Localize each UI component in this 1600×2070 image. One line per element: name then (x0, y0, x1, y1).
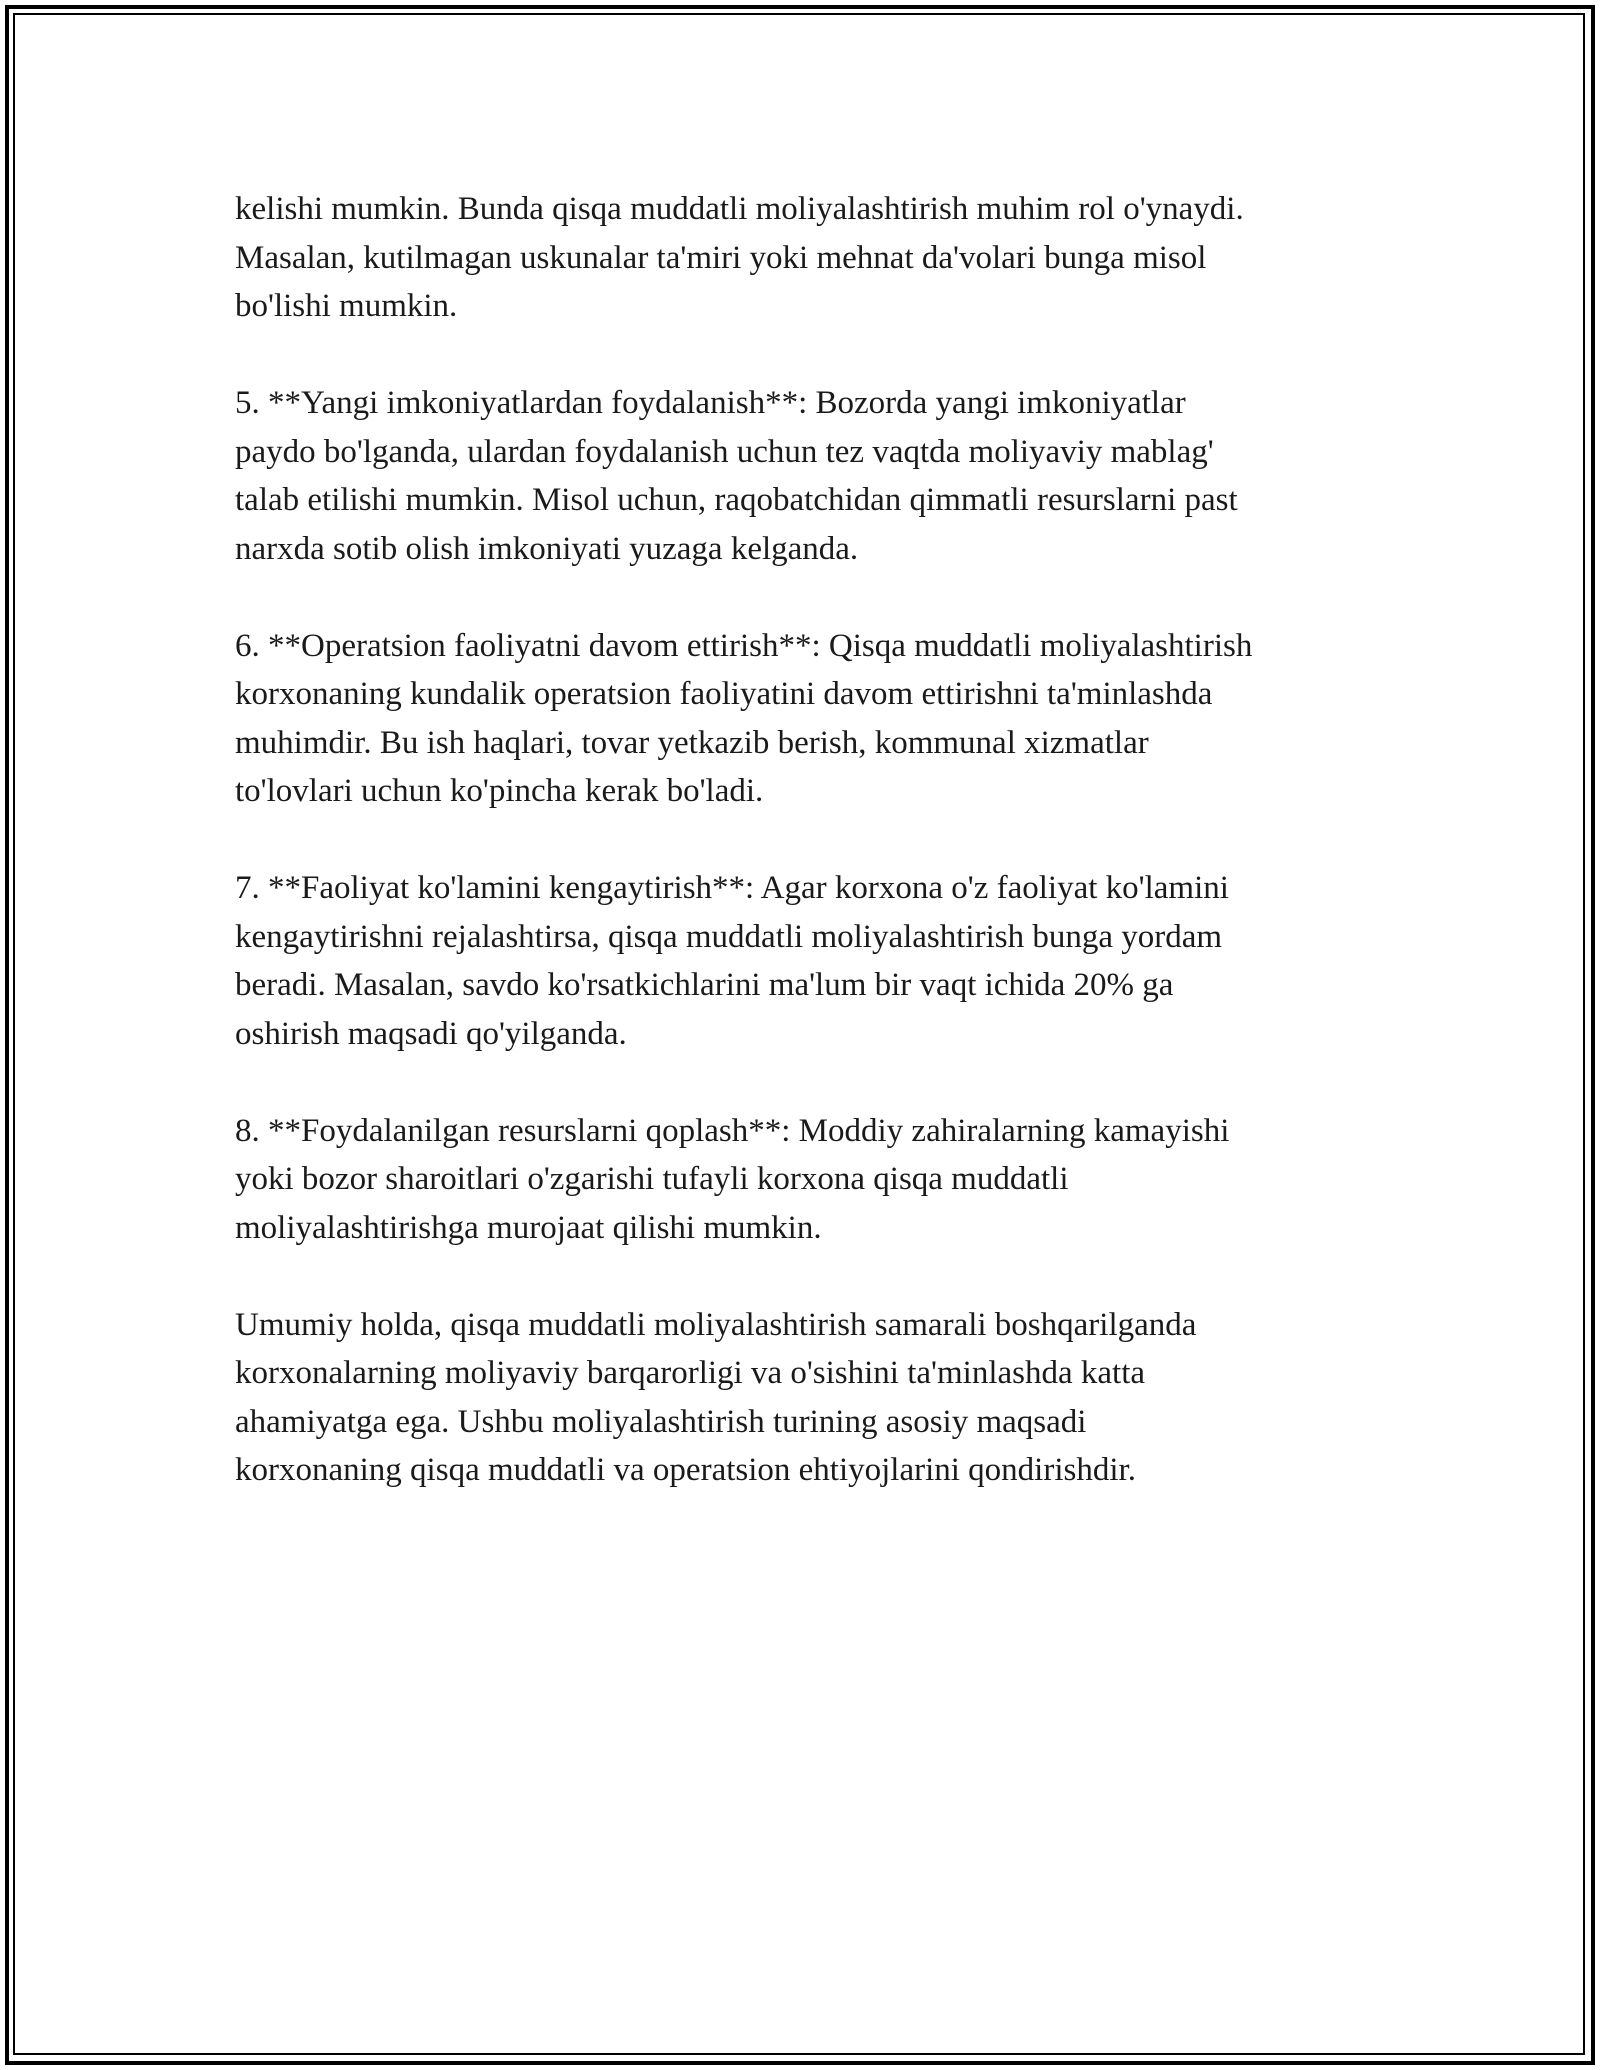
text-line: moliyalashtirishga murojaat qilishi mumkin. (235, 1209, 822, 1246)
paragraph-item-8 (235, 1107, 1415, 1253)
text-line: narxda sotib olish imkoniyati yuzaga kelganda. (235, 530, 859, 567)
text-line: to'lovlari uchun ko'pincha kerak bo'ladi. (235, 773, 764, 809)
paragraph-continuation (235, 185, 1415, 331)
text-line: 6. **Operatsion faoliyatni davom ettirish**: Qisqa muddatli moliyalashtirish (235, 627, 1253, 664)
paragraph-item-5 (235, 379, 1415, 573)
text-line: muhimdir. Bu ish haqlari, tovar yetkazib berish, kommunal xizmatlar (235, 724, 1149, 761)
paragraph-item-6 (235, 622, 1415, 816)
text-line: 5. **Yangi imkoniyatlardan foydalanish**: Bozorda yangi imkoniyatlar (235, 385, 1186, 421)
text-line: korxonalarning moliyaviy barqarorligi va o'sishini ta'minlashda katta (235, 1355, 1146, 1391)
text-line: ahamiyatga ega. Ushbu moliyalashtirish turining asosiy maqsadi (235, 1403, 1087, 1440)
paragraph-conclusion (235, 1301, 1415, 1495)
text-line: kelishi mumkin. Bunda qisqa muddatli moliyalashtirish muhim rol o'ynaydi. (235, 191, 1244, 227)
text-line: beradi. Masalan, savdo ko'rsatkichlarini ma'lum bir vaqt ichida 20% ga (235, 967, 1174, 1003)
text-line: paydo bo'lganda, ulardan foydalanish uchun tez vaqtda moliyaviy mablag' (235, 433, 1214, 470)
text-line: bo'lishi mumkin. (235, 288, 458, 324)
text-line: oshirish maqsadi qo'yilganda. (235, 1015, 627, 1052)
text-line: korxonaning qisqa muddatli va operatsion ehtiyojlarini qondirishdir. (235, 1452, 1136, 1488)
document-body (235, 185, 1415, 1543)
text-line: talab etilishi mumkin. Misol uchun, raqobatchidan qimmatli resurslarni past (235, 482, 1238, 518)
text-line: Umumiy holda, qisqa muddatli moliyalashtirish samarali boshqarilganda (235, 1306, 1197, 1343)
text-line: yoki bozor sharoitlari o'zgarishi tufayli korxona qisqa muddatli (235, 1161, 1069, 1197)
text-line: kengaytirishni rejalashtirsa, qisqa muddatli moliyalashtirish bunga yordam (235, 918, 1223, 955)
text-line: Masalan, kutilmagan uskunalar ta'miri yoki mehnat da'volari bunga misol (235, 239, 1207, 276)
paragraph-item-7 (235, 864, 1415, 1058)
text-line: korxonaning kundalik operatsion faoliyatini davom ettirishni ta'minlashda (235, 676, 1213, 712)
text-line: 7. **Faoliyat ko'lamini kengaytirish**: Agar korxona o'z faoliyat ko'lamini (235, 870, 1229, 906)
text-line: 8. **Foydalanilgan resurslarni qoplash**: Moddiy zahiralarning kamayishi (235, 1112, 1230, 1149)
